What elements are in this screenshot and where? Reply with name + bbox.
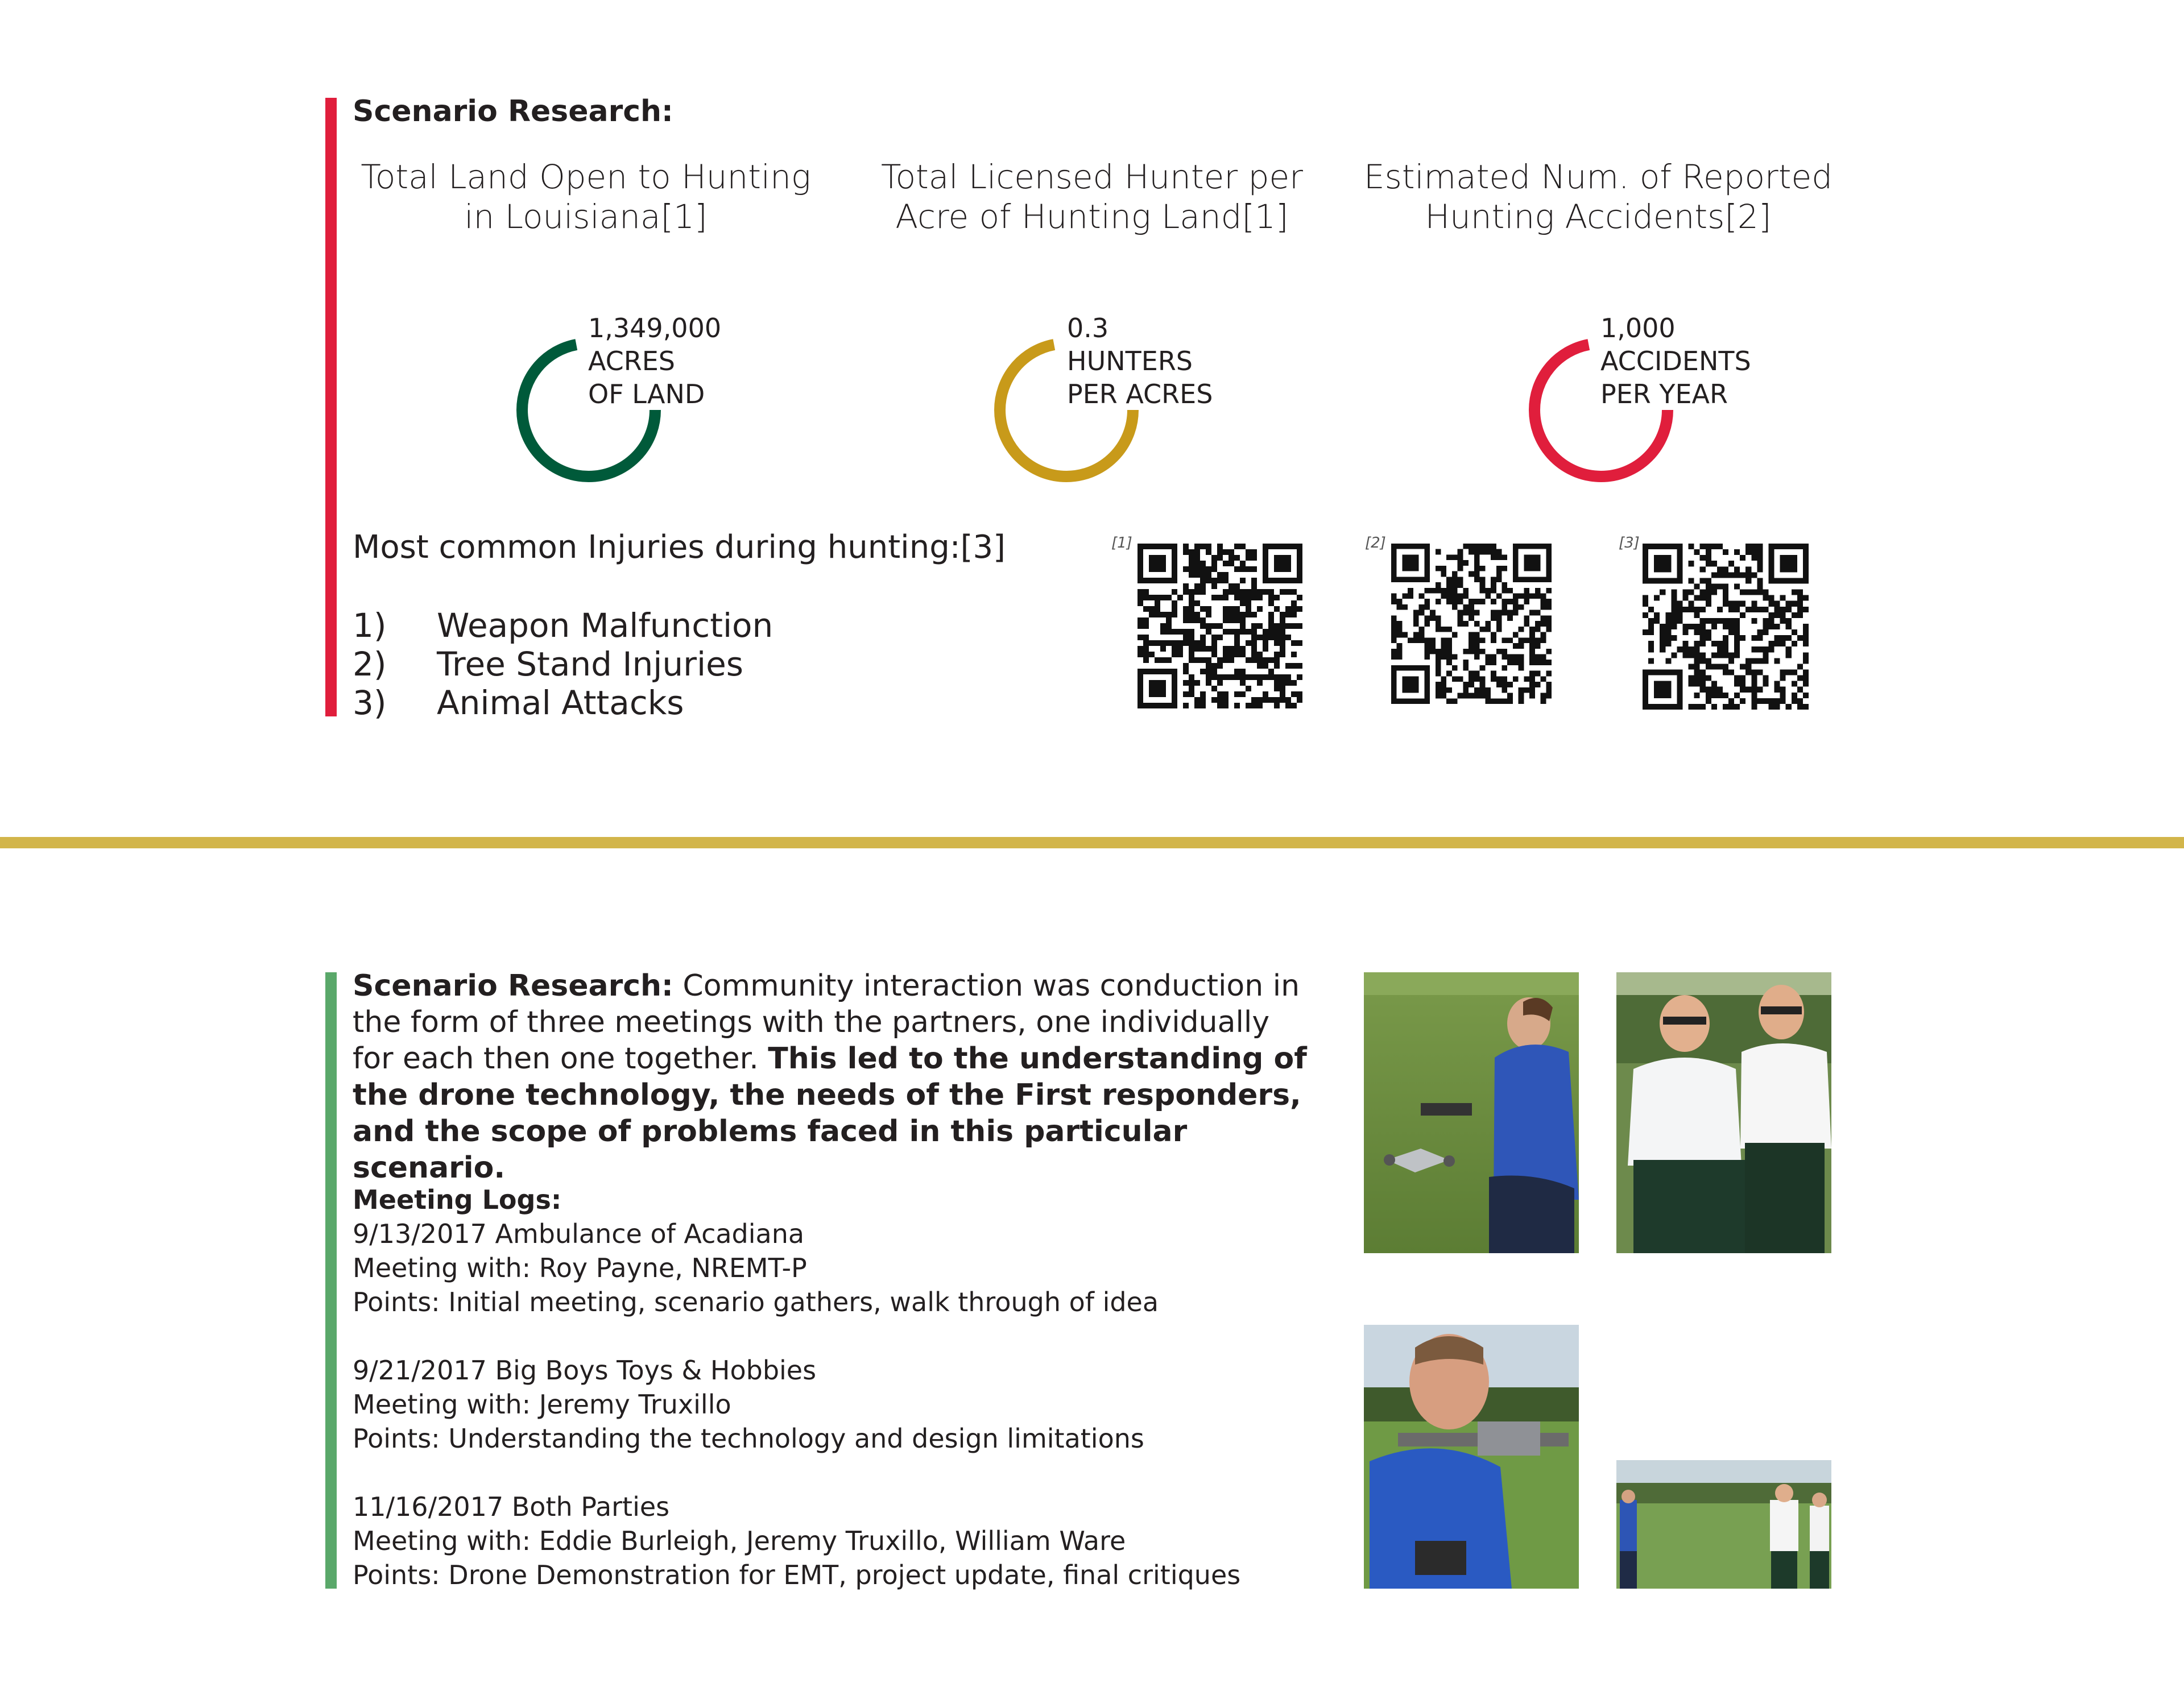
stat-unit: PER YEAR [1600,379,1728,409]
qr-label-1: [1] [1111,534,1132,552]
meeting-with: Meeting with: Jeremy Truxillo [353,1389,731,1420]
qr-label-2: [2] [1365,534,1386,552]
stat-value: 0.3 [1067,313,1109,343]
meeting-points: Points: Drone Demonstration for EMT, project update, final critiques [353,1560,1241,1590]
stat-unit: PER ACRES [1067,379,1213,409]
stat-value: 1,349,000 [588,313,722,343]
meeting-with: Meeting with: Roy Payne, NREMT-P [353,1253,807,1283]
stat-value-land [588,312,721,411]
intro-text: Community interaction was conduction in the form of three meetings with the partners, one individually for each then one together. [353,969,1300,1076]
meeting-entry [353,1490,1376,1592]
meeting-entry [353,1217,1376,1319]
photo-field-group [1616,1460,1831,1589]
green-accent-bar [325,972,337,1589]
section2-heading: Scenario Research: [353,969,673,1003]
stat-title-line: Total Licensed Hunter per [881,157,1303,196]
injuries-title: Most common Injuries during hunting:[3] [353,529,1006,566]
photo-drone-operator-kneeling [1364,972,1579,1253]
photo-emt-officers [1616,972,1831,1253]
meeting-points: Points: Understanding the technology and design limitations [353,1423,1144,1454]
stat-title-line: Total Land Open to Hunting [361,157,811,196]
qr-code-3[interactable] [1643,544,1809,710]
stat-unit: OF LAND [588,379,705,409]
meeting-date-place: 11/16/2017 Both Parties [353,1491,670,1522]
stat-unit: HUNTERS [1067,346,1193,376]
meeting-points: Points: Initial meeting, scenario gathers, walk through of idea [353,1287,1159,1317]
meeting-logs [353,1183,1376,1592]
community-paragraph [353,968,1308,1186]
meeting-with: Meeting with: Eddie Burleigh, Jeremy Truxillo, William Ware [353,1526,1126,1556]
stat-title-line: Hunting Accidents[2] [1425,197,1772,236]
stat-value-hunters [1067,312,1213,411]
list-item [353,683,773,722]
photo-drone-handheld [1364,1325,1579,1589]
list-number: 1) [353,606,387,645]
meeting-entry [353,1353,1376,1456]
list-item [353,606,773,645]
stat-title-land [336,157,836,237]
qr-code-1[interactable] [1138,544,1302,708]
list-text: Tree Stand Injuries [437,645,743,683]
meeting-date-place: 9/13/2017 Ambulance of Acadiana [353,1218,805,1249]
list-text: Animal Attacks [437,683,684,722]
qr-label-3: [3] [1619,534,1640,552]
stat-unit: ACRES [588,346,676,376]
stat-title-line: Estimated Num. of Reported [1363,157,1833,196]
stat-unit: ACCIDENTS [1600,346,1751,376]
meeting-date-place: 9/21/2017 Big Boys Toys & Hobbies [353,1355,817,1386]
list-text: Weapon Malfunction [437,606,774,645]
stat-title-line: Acre of Hunting Land[1] [895,197,1289,236]
red-accent-bar [325,98,337,716]
list-number: 2) [353,645,387,683]
list-item [353,645,773,683]
stat-title-line: in Louisiana[1] [464,197,708,236]
list-number: 3) [353,683,387,722]
section-divider [0,837,2184,848]
qr-code-2[interactable] [1391,544,1552,704]
meeting-logs-title: Meeting Logs: [353,1184,562,1215]
injuries-list [353,606,773,722]
stat-title-accidents [1348,157,1848,237]
section1-heading: Scenario Research: [353,94,673,129]
intro-bold-text: This led to the understanding of the drone technology, the needs of the First responders, and the scope of problems faced in this particular scenario. [353,1042,1307,1185]
stat-value: 1,000 [1600,313,1676,343]
stat-title-hunters [842,157,1342,237]
stat-value-accidents [1600,312,1751,411]
